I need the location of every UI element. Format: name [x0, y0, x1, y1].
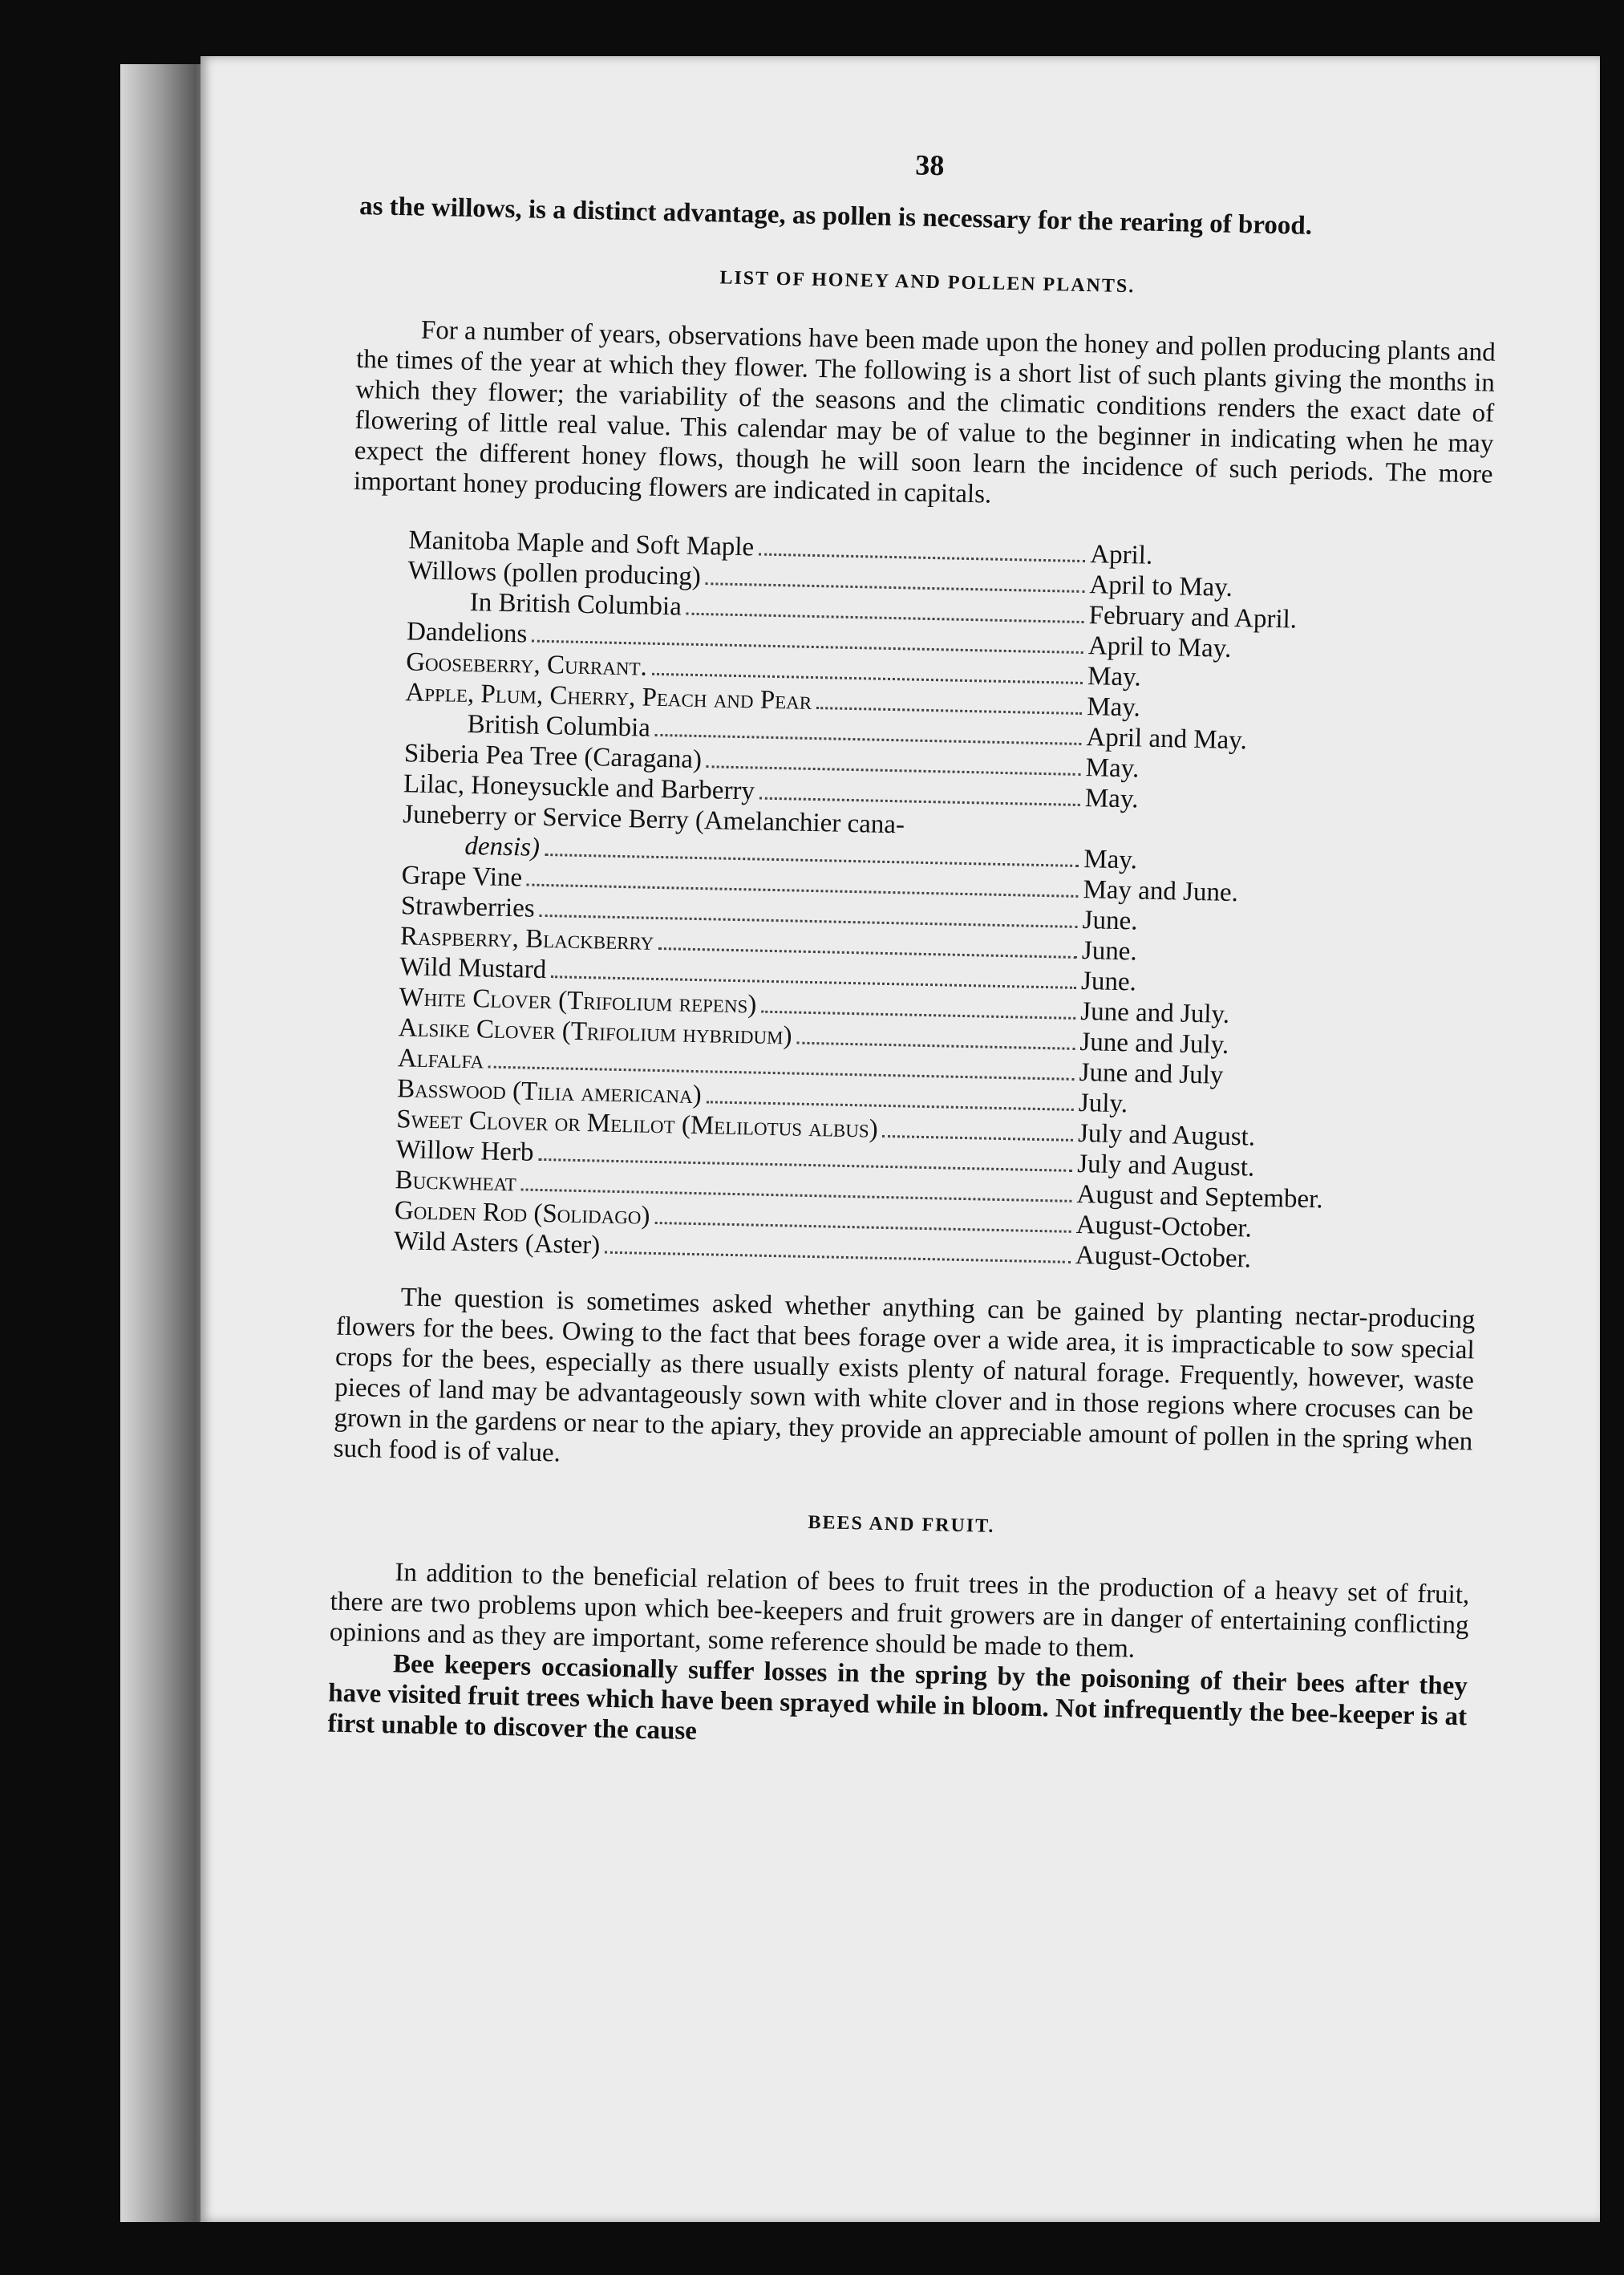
plant-months: June. [1081, 936, 1138, 967]
dot-leader [706, 582, 1085, 593]
plant-name: Alfalfa [397, 1044, 484, 1075]
plant-months: August-October. [1075, 1210, 1253, 1243]
dot-leader [652, 673, 1083, 684]
plant-name: Siberia Pea Tree (Caragana) [403, 739, 703, 775]
book-page [200, 56, 1600, 2222]
plant-months: July. [1078, 1089, 1128, 1119]
dot-leader [655, 734, 1082, 745]
dot-leader [706, 1101, 1073, 1111]
plant-months [905, 833, 1225, 839]
plant-name: Gooseberry, Currant. [405, 647, 648, 682]
plant-name: Willows (pollen producing) [407, 556, 702, 591]
plant-name: Grape Vine [401, 861, 523, 893]
plant-name: British Columbia [467, 709, 651, 743]
plant-name: Golden Rod (Solidago) [394, 1196, 650, 1231]
dot-leader [605, 1251, 1071, 1263]
plant-months: February and April. [1088, 601, 1298, 635]
plant-months: April and May. [1086, 723, 1248, 756]
bees-fruit-paragraph-1: In addition to the beneficial relation of bees to fruit trees in the production of a heavy set of fruit, there are two problems upon which bee-keepers and fruit growers are in danger of entertaining conflicting opinions and as they are important, some reference should be made to them. [329, 1558, 1470, 1664]
plant-name: Strawberries [400, 891, 536, 923]
plant-list [394, 525, 1411, 1277]
plant-name: In British Columbia [469, 587, 682, 622]
plant-months: June and July [1079, 1058, 1224, 1090]
plant-name: Sweet Clover or Melilot (Melilotus albus) [395, 1105, 879, 1144]
page-content [327, 136, 1500, 1762]
plant-name: Lilac, Honeysuckle and Barberry [403, 769, 755, 806]
plant-name: densis) [464, 831, 541, 862]
plant-months: May. [1083, 845, 1138, 875]
bees-fruit-paragraph-2: Bee keepers occasionally suffer losses in the spring by the poisoning of their bees after they have visited fruit trees which have been sprayed while in bloom. Not infrequently the bee-keeper is at first unable to discover the cause [327, 1649, 1468, 1746]
plant-months: July and August. [1077, 1119, 1256, 1152]
plant-name: Willow Herb [395, 1135, 534, 1167]
dot-leader [759, 554, 1085, 563]
plant-name: Wild Mustard [399, 952, 547, 985]
dot-leader [759, 797, 1080, 806]
dot-leader [761, 1011, 1075, 1020]
plant-months: April to May. [1089, 570, 1233, 602]
section-heading-bees-fruit: BEES AND FRUIT. [808, 1512, 995, 1537]
dot-leader [707, 765, 1081, 776]
plant-months: May. [1086, 692, 1141, 723]
plant-months: June and July. [1079, 997, 1230, 1029]
plant-months: April. [1089, 540, 1153, 570]
plant-months: August and September. [1076, 1179, 1323, 1215]
honey-plants-paragraph: For a number of years, observations have been made upon the honey and pollen producing plants and the times of the year at which they flower. The following is a short list of such plants giving the months in which they flower; the variability of the seasons and the climatic conditions renders the exact date of flowering of little real value. This calendar may be of value to the beginner in indicating when he may expect the different honey flows, though he will soon learn the incidence of such periods. The more important honey producing flowers are indicated in capitals. [353, 315, 1496, 509]
plant-name: Juneberry or Service Berry (Amelanchier cana- [402, 800, 905, 840]
plant-months: July and August. [1076, 1149, 1255, 1182]
plant-name: Apple, Plum, Cherry, Peach and Pear [405, 678, 812, 716]
dot-leader [686, 613, 1084, 623]
plant-months: August-October. [1075, 1240, 1252, 1274]
dot-leader [796, 1042, 1075, 1050]
section-heading-honey-plants: LIST OF HONEY AND POLLEN PLANTS. [719, 267, 1136, 298]
plant-name: Basswood (Tilia americana) [396, 1074, 703, 1110]
plant-months: April to May. [1087, 631, 1232, 663]
plant-months: June. [1082, 906, 1138, 936]
plant-months: May. [1087, 662, 1142, 692]
dot-leader [654, 1222, 1071, 1233]
plant-name: White Clover (Trifolium repens) [399, 983, 757, 1020]
plant-months: May. [1085, 753, 1140, 784]
plant-name: Wild Asters (Aster) [393, 1227, 601, 1260]
dot-leader [658, 947, 1077, 959]
plant-name: Buckwheat [395, 1166, 517, 1198]
plant-months: May and June. [1083, 875, 1239, 908]
page-number: 38 [914, 148, 945, 182]
plant-name: Dandelions [406, 617, 528, 649]
plant-name: Alsike Clover (Trifolium hybridum) [398, 1013, 792, 1051]
plant-name: Raspberry, Blackberry [399, 922, 654, 956]
dot-leader [816, 707, 1082, 715]
plant-name: Manitoba Maple and Soft Maple [408, 525, 755, 562]
plant-months: June. [1080, 967, 1137, 997]
dot-leader [882, 1135, 1073, 1142]
plant-months: June and July. [1079, 1028, 1229, 1060]
intro-fragment: as the willows, is a distinct advantage, as pollen is necessary for the rearing of brood. [358, 191, 1313, 241]
plant-months: May. [1084, 784, 1139, 814]
planting-paragraph: The question is sometimes asked whether anything can be gained by planting nectar-producing flowers for the bees. Owing to the fact that bees forage over a wide area, it is impracticable to sow special crops for the bees, especially as there usually exists plenty of natural forage. Frequently, however, waste pieces of land may be advantageously sown with white clover and in those regions where crocuses can be grown in the gardens or near to the apiary, they provide an appreciable amount of pollen in the spring when such food is of value. [333, 1283, 1476, 1468]
